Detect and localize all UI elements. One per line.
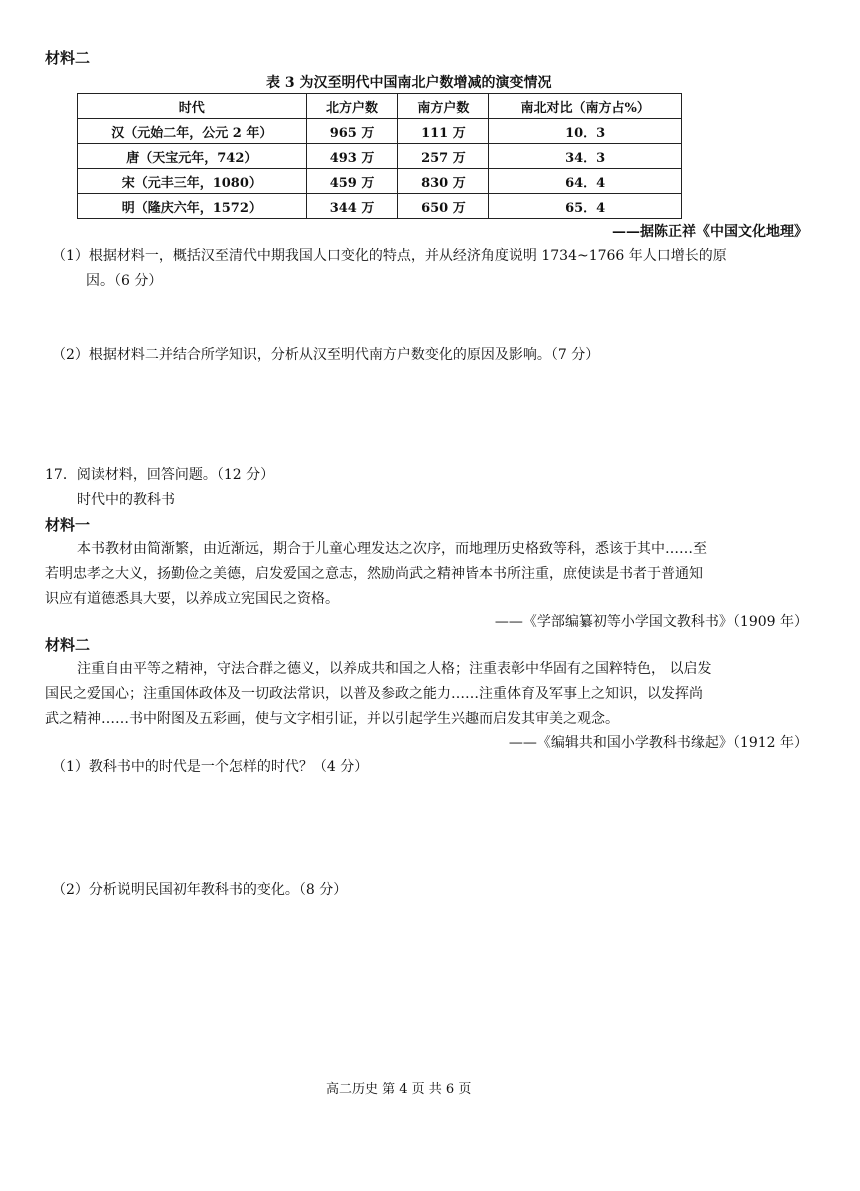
header-era: 时代	[78, 94, 307, 119]
q17-material1-line1: 本书教材由简渐繁，由近渐远，期合于儿童心理发达之次序，而地理历史格致等科，悉该于其中……至	[77, 541, 707, 557]
q16-part2: （2）根据材料二并结合所学知识，分析从汉至明代南方户数变化的原因及影响。（7 分）	[52, 347, 600, 363]
cell-south: 111 万	[398, 119, 489, 144]
table-row	[78, 169, 682, 194]
q16-part1-line1: （1）根据材料一，概括汉至清代中期我国人口变化的特点，并从经济角度说明 1734~1766 年人口增长的原	[52, 248, 727, 264]
page-footer: 高二历史 第 4 页 共 6 页	[326, 1082, 472, 1097]
material2-heading: 材料二	[45, 49, 91, 67]
q16-part1-line2: 因。（6 分）	[86, 273, 163, 289]
table-row	[78, 144, 682, 169]
table-row	[78, 119, 682, 144]
q17-material1-line3: 识应有道德悉具大要，以养成立宪国民之资格。	[45, 591, 339, 607]
cell-ratio: 34．3	[489, 144, 682, 169]
q17-material2-line2: 国民之爱国心；注重国体政体及一切政法常识，以普及参政之能力……注重体育及军事上之知识，以发挥尚	[45, 686, 703, 702]
q17-part2: （2）分析说明民国初年教科书的变化。（8 分）	[52, 882, 348, 898]
cell-south: 830 万	[398, 169, 489, 194]
cell-era: 唐（天宝元年，742）	[78, 144, 307, 169]
cell-ratio: 65．4	[489, 194, 682, 219]
q17-material2-source: ——《编辑共和国小学教科书缘起》（1912 年）	[508, 735, 808, 751]
table-header-row	[78, 94, 682, 119]
header-south: 南方户数	[398, 94, 489, 119]
q17-title: 17．阅读材料，回答问题。（12 分）	[45, 467, 275, 483]
header-ratio: 南北对比（南方占%）	[489, 94, 682, 119]
cell-era: 明（隆庆六年，1572）	[78, 194, 307, 219]
cell-south: 257 万	[398, 144, 489, 169]
cell-era: 汉（元始二年，公元 2 年）	[78, 119, 307, 144]
table-source: ——据陈正祥《中国文化地理》	[612, 224, 808, 240]
cell-ratio: 64．4	[489, 169, 682, 194]
header-north: 北方户数	[306, 94, 398, 119]
q17-subtitle: 时代中的教科书	[77, 492, 175, 508]
table-row	[78, 194, 682, 219]
q17-material1-line2: 若明忠孝之大义，扬勤俭之美德，启发爱国之意志，然励尚武之精神皆本书所注重，庶使读是书者于普通知	[45, 566, 703, 582]
cell-north: 493 万	[306, 144, 398, 169]
household-table	[77, 93, 682, 219]
cell-ratio: 10．3	[489, 119, 682, 144]
q17-material2-line3: 武之精神……书中附图及五彩画，使与文字相引证，并以引起学生兴趣而启发其审美之观念。	[45, 711, 619, 727]
q17-material2-line1: 注重自由平等之精神，守法合群之德义，以养成共和国之人格；注重表彰中华固有之国粹特色， 以启发	[77, 661, 712, 677]
cell-north: 344 万	[306, 194, 398, 219]
cell-north: 965 万	[306, 119, 398, 144]
q17-material1-source: ——《学部编纂初等小学国文教科书》（1909 年）	[494, 614, 808, 630]
table-caption: 表 3 为汉至明代中国南北户数增减的演变情况	[266, 75, 552, 91]
q17-material2-heading: 材料二	[45, 636, 91, 654]
cell-north: 459 万	[306, 169, 398, 194]
cell-era: 宋（元丰三年，1080）	[78, 169, 307, 194]
q17-part1: （1）教科书中的时代是一个怎样的时代？（4 分）	[52, 759, 369, 775]
cell-south: 650 万	[398, 194, 489, 219]
q17-material1-heading: 材料一	[45, 516, 91, 534]
